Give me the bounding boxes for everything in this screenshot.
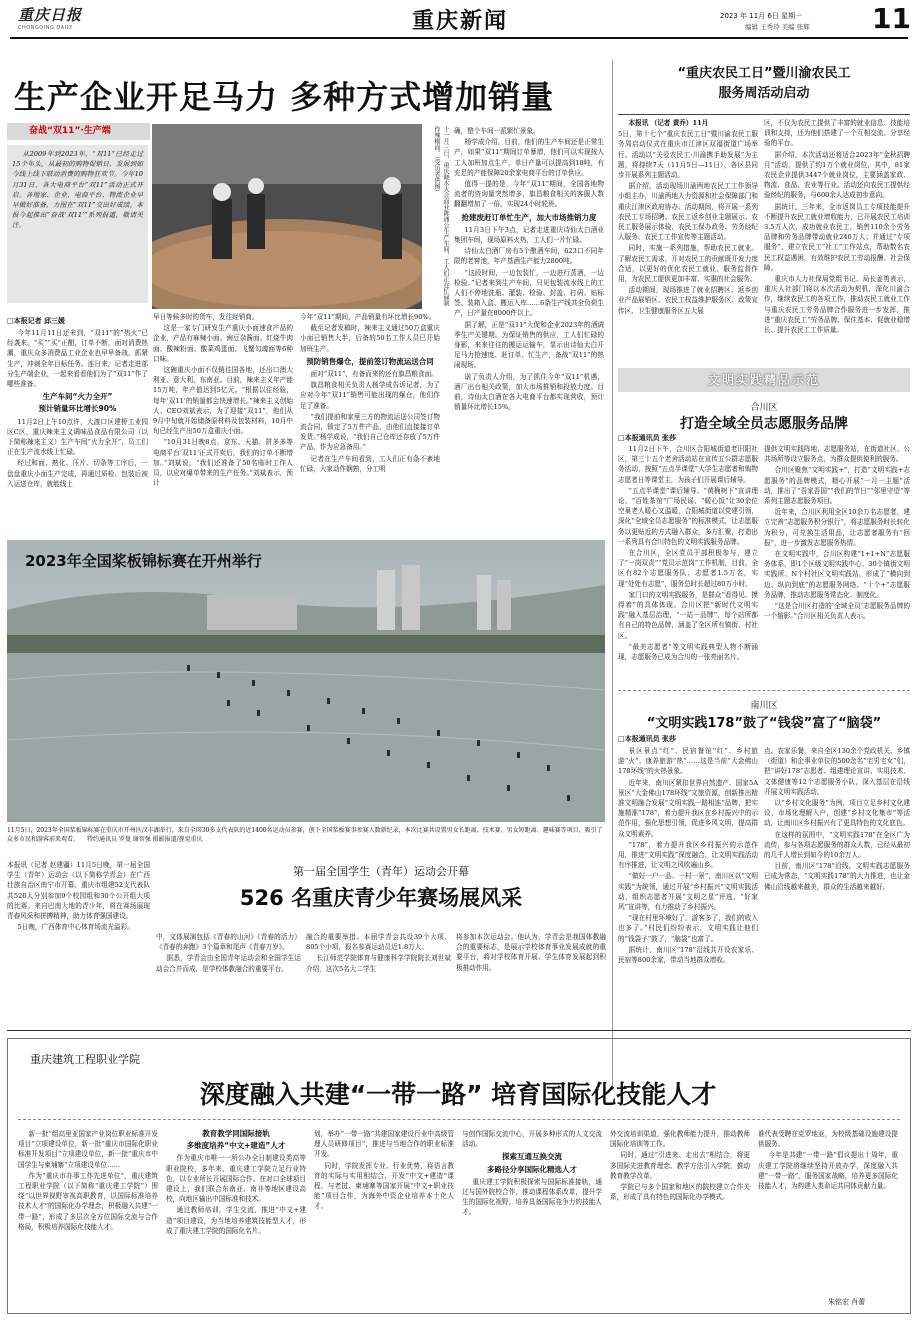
paragraph: 同时，学院发挥专业、行业优势，将语言教育的实际与实用相结合，开发“中文+建造”课程，与老挝、柬埔寨等国家开展“中文+职业技能”项目合作，为海外中资企业培养本土化人才。 (314, 1161, 454, 1211)
date-line: 2023 年 11月 6日 星期一 (720, 12, 803, 20)
students-col4 (456, 932, 606, 1020)
factory-photo (152, 124, 422, 309)
civ-district1: 合川区 (750, 403, 778, 413)
paragraph: 11月3日下午3点，记者走进重庆诗仙太白酒业集团车间，现场原料火热，工人们一片忙碌。 (454, 225, 604, 245)
paddle-headline: 2023年全国桨板锦标赛在开州举行 (25, 552, 262, 570)
banner-title: 文明实践精品示范 (707, 373, 820, 387)
paragraph: 确，整个车间一派繁忙景象。 (454, 127, 540, 135)
college-author: 朱铭宏 肖蕾 (828, 1298, 866, 1306)
civ-col1 (618, 444, 758, 680)
paragraph: 据介绍，本次活动还将适合2023年“金秋招聘月”活动，提供了约1万个就业岗位，其中，81家农民企业提供3447个就业岗位，主要涵盖家政、物流、食品、农业等行业。活动还向农民工提供经验经纪的服务，与600余人达成初步意向。 (764, 150, 910, 200)
column-divider (612, 60, 613, 1090)
paragraph: “178”，着力提升我区乡村振兴的示范作用，推进“文明实践”深度融合，让文明实践活动有序推进，让文明之风吹遍山乡。 (618, 840, 758, 870)
civ-district2: 南川区 (750, 701, 778, 711)
paragraph: 新一批“组高里亚国家产业岗位职业标准开发项目”立项建设单位，新一批“重庆市国际化职业标准开发项目”立项建设单位，新一批“重庆市中国学生与柬埔寨”立项建设单位…… (18, 1130, 158, 1169)
paragraph: 同时，实施一系列措施，帮助农民工就业。了解农民工需求，开对农民工的贡献既开发力度合适，以更好的优化农民工就业、服务监督作用，为农民工提供更加丰富、实惠的社会服务。 (618, 244, 758, 284)
paragraph: “这段时间，一边包装忙，一边进行蒸酒，一边检验。”记者来到生产车间，只见包装流水线上的工人们不停地洗瓶、灌装、检验、封盖、打码、贴标签、装箱入盒、搬运入库……6条生产线共全负荷生产，日产量在8000件以上。 (454, 268, 604, 318)
rural-col1 (618, 118, 758, 358)
paragraph: 在合川区，全区党员干部积极参与，建立了“一岗双责”“党员示范岗”工作机制，目前，全区有82个志愿服务队、志愿者1.5万名，实现“处处有志愿”，服务总时长超过80万小时。 (618, 549, 758, 588)
paragraph: 5日，第十七个“重庆农民工日”暨川渝农民工服务周启动仪式在重庆市江津区双福街道广场举行。活动以“关爱农民工·川渝携手助发展”为主题，将持续7天（11月5日—11日），各区县同步开展系列主题活动。 (618, 130, 758, 180)
subheading: 教育教学同国际接轨 (202, 1129, 270, 1138)
paragraph: 据了解，正是“双11”大促和企业2023年的酒调季生产关键期。为保证销售的供应，工人们忙碌的身影，来来往往的搬运运输车，显示出诗仙太白开足马力抢速度、赶订单、忙生产，备战“双11”的热闹现场。 (454, 320, 604, 370)
paragraph: 学院已与多个国家和地区的院校建立合作关系，形成了具有特色的国际化办学模式。 (610, 1183, 750, 1202)
paragraph: 5日晚，广西体育中心体育场流光溢彩。 (17, 923, 134, 932)
paragraph: “最美志愿者”等文明实践典型人物不断涌现，志愿服务已成为合川的一张亮丽名片。 (618, 642, 758, 662)
paragraph: 今年是共建“一带一路”倡议提出十周年，重庆建工学院将继续坚持开放办学，深度融入共建“一带一路”，服务国家战略，培养更多国际化技能人才，为构建人类命运共同体贡献力量。 (758, 1151, 898, 1191)
paragraph: 面对“双11”，有备而来的还有旗昌粮食面。 (310, 370, 438, 379)
caption-text: 11月5日，2023年全国桨板锦标赛在重庆市开州区汉丰湖举行，来自全国30多支代表队的近1400名运动员参赛，创下全国桨板赛事参赛人数新纪录，本次比赛共设置男女长距离、技术赛、男女短距离、趣味赛等项目，吸引了众多市民和游客前来观看。 (7, 827, 603, 843)
paragraph: 长江师范学院体育与健康科学学院院长刘世斌介绍，这次5名大二学生 (306, 954, 451, 973)
story1-col1 (7, 328, 148, 528)
civ-divider (618, 690, 910, 691)
college-col1 (18, 1129, 158, 1309)
civ-headline1: 打造全域全员志愿服务品牌 (680, 416, 848, 432)
page-number: 11 (872, 2, 911, 35)
college-col5 (610, 1129, 750, 1309)
subheading: 多维度培养“中文+建造”人才 (186, 1141, 286, 1151)
paragraph: 旗昌粮食相关负责人杨学成告诉记者，为了应对今年“双11”销售可能出现的爆仓，他们作足了准备。 (300, 381, 440, 410)
story1-col2 (153, 312, 293, 528)
students-col3 (306, 932, 451, 1020)
paragraph: 经过和面、熟化、压片、切条等工序后，一盘盘重庆小面生产完成，再通过质检、包装后被入运送仓库，就能线上 (7, 459, 148, 488)
college-rule (18, 1119, 900, 1120)
story1-kicker (7, 123, 150, 140)
paragraph: 11月2日下午，合川区合阳城街道老旧阳社区，第三十五个老舍活动站在宣传五公群志愿服务活动，按照“五点半课堂”大学生志愿者和购物志愿者日等课堂主，为孩子们开展课后辅导。 (618, 445, 758, 484)
logo-text: 重庆日报 (18, 6, 83, 24)
intro-text: 从2009年到2023年，“双11”已经走过15个年头，从最初的购物促销日，发展到如今线上线下联动消费的购物狂欢节。今年10月31日，各大电商平台“双11”活动正式开启。各地家、企业、电商平台、物流企业早早做好准备，力图在“双11”交出好成绩。本报今起推出“奋战‘双11’”系列报道，敬请关注。 (12, 150, 143, 230)
paddle-photo (7, 540, 605, 822)
paragraph: 融合的重要举措。本届学青会共设39个大项、805个小项，报名参赛运动员近1.8万人。 (306, 933, 451, 952)
students-headline: 526 名重庆青少年赛场展风采 (239, 886, 523, 910)
civ-byline1: □本报通讯员 张莎 (618, 433, 677, 442)
paragraph: 这是一家专门研发生产重庆小面速食产品的企业，产品有麻辣小面、豌豆杂酱面、红烧牛肉面、酸辣粉面、酸菜鸡蛋面、飞蟹勾魂面等6种口味。 (153, 324, 293, 363)
paragraph: 重庆市人力社保局党组书记、局长姜勇表示，重庆人社部门将以本次活动为契机，深化川渝合作，继续农民工的各项工作，推动农民工就业工作与重庆农民工劳务品牌合作服务进一步发挥，推进“重庆农民工”劳务品牌、保住基本、促就业稳增长、提升农民工工作质量。 (764, 275, 910, 335)
paragraph: “这是合川区打造的‘全域全员’志愿服务品牌的一个缩影。”合川区相关负责人表示。 (764, 602, 910, 621)
paragraph: 作为重庆市唯一一所公办全日制建设类高等职业院校，多年来，重庆建工学院立足行业特色，以专业所长开展国际合作。在对口全球项目建设上，我们联合东南亚、南非等地区建设高校，向地区输出中国标准和技术。 (166, 1154, 306, 1204)
paragraph: 在文明实践中，合川区构建“1+1+N”志愿服务体系，即1个区级文明实践中心、30个镇街文明实践所、N个村社区文明实践站，形成了“横向到边、纵向到底”的志愿服务网络。“十个+”志愿服务品牌，推动志愿服务常态化、制度化。 (764, 550, 910, 599)
byline: 本报讯 （记者 黄乔）11月 (628, 119, 709, 127)
logo-subtitle: CHONGQING DAILY (18, 25, 73, 31)
paragraph: 诗仙太白酒厂房有5个酿酒车间，623口不同年限的老窖池，年产基酒生产能力2800吨。 (454, 247, 604, 266)
paragraph: 同时，通过“引进来、走出去”相结合，将更多国际先进教育理念、教学方法引入学院，推动教育教学改革。 (610, 1151, 750, 1180)
college-headline: 深度融入共建“一带一路” 培育国际化技能人才 (199, 1080, 717, 1109)
photo-credit: 特约通讯员 罗曼 谢智强 摄影报道/视觉重庆 (86, 836, 203, 843)
paragraph: 划，举办“一带一路”共建国家建设行业中高级管理人员研修项目”，推进与当地合作的职业标准开发。 (314, 1130, 454, 1159)
paragraph: 诺了负责人介绍，为了抓住今年“双11”机遇，酒厂出台相关政策，加大市场推销和投放力度。目前，诗仙太白酒在各大电商平台都实现营收，预计销量环比增长15%。 (454, 372, 604, 412)
rural-headline (618, 64, 910, 104)
rural-rule (618, 114, 910, 115)
college-box (7, 1038, 911, 1314)
story1-col3 (300, 312, 440, 528)
college-col4 (462, 1129, 602, 1309)
factory-photo-image (152, 124, 422, 309)
paragraph: 提供文明实践阵地、志愿服务站，在街道社区、公共场所等设立服务点，为群众提供便利的服务。 (764, 445, 910, 464)
college-col2 (166, 1129, 306, 1309)
paragraph: 据统计，南川区“178”沿线共开设农家乐、民宿等800余家，带动当地群众增收。 (618, 945, 758, 965)
masthead-rule (10, 37, 908, 39)
kicker-label: 奋战“双11”·生产端 (29, 126, 111, 136)
rural-col2 (764, 118, 910, 358)
paragraph: 家门口的文明实践服务，是群众“看得见、摸得着”的具体体现。合川区把“新时代文明实践”融入基层治理，“一站一品牌”，每个站所都有自己的特色品牌，涵盖了全区所有镇街、村社区。 (618, 590, 758, 640)
section-title: 重庆新闻 (411, 8, 508, 34)
story1-headline: 生产企业开足马力 多种方式增加销量 (14, 78, 555, 116)
paragraph: 作为“重庆市办事工作先进单位”，重庆建筑工程职业学院（以下简称“重庆建工学院”）围绕“以世界视野审视高职教育，以国际标准培养技术人才”的国际化办学理念，积极融入共建“一带一路”，形成了多层次全方位国际交流与合作格局，积极培养国际化技能人才。 (18, 1171, 158, 1231)
subheading: 抢建废赶订单忙生产，加大市场推销力度 (461, 212, 597, 222)
paddle-caption (7, 826, 605, 856)
civ-col2 (764, 444, 910, 680)
paragraph: 以“乡村文化服务”为例，项目立足乡村文化建设，市场化理解入户，创建“乡村文化集市”等活动，让南川区乡村振兴有了更具特色的文化底色。 (764, 799, 910, 828)
paragraph: 11月2日上午10点许，大渡口区建桥工业园区C区，重庆辣来主义调味品食品有限公司（以下简称辣来主义）生产车间“火力全开”，员工们正在生产流水线上忙碌。 (7, 417, 148, 457)
students-col1 (7, 860, 150, 1020)
paragraph: 合川区聚焦“文明实践+”，打造“文明实践+志愿服务”的品牌模式，精心开展“一月一主题”活动，推出了“吾家吾国”“我们的节日”“邻里守望”等系列主题志愿服务项目。 (764, 466, 910, 506)
paddle-photo-image (7, 540, 605, 822)
photo-caption: 十一月三日，重庆晓水大合面业陈通公生产车间，工人们正在忙碌制作辣椒面。（受访者供图） (433, 126, 449, 306)
paragraph: 活动期间，现场推进了就业招聘区、返乡创业产品展销区、农民工权益维护服务区、政策宣传区、卫生健康服务区五大展 (618, 286, 758, 315)
paragraph: 景区景点“红”、民宿餐馆“红”、乡村旅游“火”、康养旅游“热”……这是当前“大金佛山178环线”的火热景象。 (618, 747, 758, 776)
headline-line: “重庆农民工日”暨川渝农民工 (677, 66, 851, 81)
paragraph: 在这样的氛围中，“文明实践178”在全区广为流传，参与各项志愿服务的群众人数，已经从最初的几千人增长到如今的10余万人。 (764, 830, 910, 860)
newspaper-logo (18, 4, 128, 31)
paragraph: 今年“双11”期间，产品销量有环比增长90%。 (300, 313, 436, 321)
subheading: 预计销量环比增长90% (38, 404, 117, 414)
paragraph: 重庆建工学院积极探索与国际标准接轨，通过与国外院校合作，推动课程体系改革，提升学生的国际化视野，培养具备国际竞争力的技能人才。 (462, 1177, 602, 1217)
paragraph: “现在村里环境好了，游客多了，我们的收入也多了。”村民们纷纷表示，文明实践让他们的“钱袋子”鼓了，“脑袋”也富了。 (618, 914, 758, 943)
paragraph: 据介绍，活动现场川渝两地农民工工作领导小组主办，川渝两地人力资源和社会保障部门和重庆江津区政府协办。活动期间，将开展一系列农民工专场招聘、农民工返乡创业主题展示、农民工服务展示体验、农民工保办政务、劳务经纪人服务、农民工工作宣传等主题活动。 (618, 182, 758, 242)
paragraph: 点、农家乐餐，来自全区130余个党政机关、乡镇（街道）和企事业单位的500余名“宅男宅女”们，把“讲好178”志愿者、组建理论宣讲、实用技术、文体健康等12个志愿服务小队，深入基层在沿线开展文明实践活动。 (764, 747, 910, 796)
subheading: 预防销售爆仓，提前签订物流运送合同 (306, 356, 434, 366)
paragraph: “我们提前和家里三方的物流运送公司签订物流合同，锁定了5万件产品，由他们直接接订单发货。”杨学成说，“我们自己仓库还存放了5万件产品，作为应急备用。” (300, 412, 440, 452)
paragraph: 本报讯（记者 赵建疆）11月5日晚，第一届全国学生（青年）运动会（以下简称学青会）在广西壮族自治区南宁市开幕。重庆市组建52支代表队共526人分别参加9个校园组和30个公开组大项的比赛。来自巴南大地的青少年，将在赛场展现青春风采和拼搏精神，助力体育强国建设。 (7, 861, 150, 921)
college-col6 (758, 1129, 898, 1297)
paragraph: “五点半课堂”课后辅导、“黄桷树下”宣讲理论、“百姓茶馆”广场民谣、“暖心饭”让30余位空巢老人暖心又温暖，合阳城街道以党建引领，深化“全域全员志愿服务”的标准模式，让志愿服务以更贴近的方式融入群众，多方汇聚，打造出一系列具有合川特色的文明实践服务品牌。 (618, 486, 758, 546)
college-col3 (314, 1129, 454, 1309)
college-school: 重庆建筑工程职业学院 (30, 1053, 140, 1066)
subheading: 探索互通互换交流 (502, 1152, 562, 1162)
paragraph: 区，不仅为农民工提供了丰富的就业信息、技能培训和支持，还为他们搭建了一个互相交流、分享经验的平台。 (764, 119, 910, 148)
civ-byline2: □本报通讯员 张莎 (618, 734, 677, 743)
paragraph: 外交流培训渠道，强化教师能力提升，推动教师国际化培训等工作。 (610, 1130, 750, 1149)
paragraph: 通过教师培训，学生交流，推进“中文+建造”项目建设，为当地培养建筑技能型人才，形成了重庆建工学院的国际化名片。 (166, 1206, 306, 1235)
students-col2 (156, 932, 301, 1020)
paragraph: 目前，南川区“178”沿线，文明实践志愿服务已成为常态，“文明实践178”的大力推进，也让金佛山沿线越来越美，群众的生活越来越好。 (764, 862, 910, 891)
story1-byline: □本报记者 邱三媛 (7, 316, 66, 325)
civ-col4 (764, 746, 910, 1086)
subheading: 生产车间“火力全开” (42, 392, 113, 402)
civ-col3 (618, 746, 758, 1086)
subheading: 多路径分享国际化精选人才 (487, 1164, 577, 1174)
paragraph: 早日等候多时的货车，发往经销商。 (153, 313, 259, 321)
paragraph: 记者在生产车间看到，工人们正有条不紊地忙碌，大家动作娴熟，分工明 (300, 454, 440, 473)
paragraph: 杨学成介绍，目前，他们的生产车间还是正常生产，如果“双11”期间订单暴增，他们可以实现按人工人加班加点生产，单日产量可以提高到18吨，有充足的产能保障20余家电商平台的订单供应。 (454, 138, 604, 177)
paragraph: 与创作国际交流中心，开展多种形式的人文交流活动。 (462, 1130, 602, 1149)
paragraph: 截至记者发稿时，辣来主义通过50万盒重庆小面已销售大半，后备的50名工作人员已开始加班生产。 (300, 324, 440, 353)
paragraph: 今年11月11日还未到，“双11”的“热火”已经袭来。“买”“买”正酣，订单不断，面对消费热潮，重庆众多消费品工业企业也早早备战，抓紧生产，冲刺全年目标任务。连日来，记者走进部分生产端企业，一起来看看他们为了“双11”作了哪些准备。 (7, 329, 148, 389)
paragraph: 中，文体展演包括《青春的山河》《青春的活力》《青春的奔跑》3个篇章和尾声《青春万岁》。 (156, 933, 301, 952)
civ-banner (618, 368, 910, 392)
paragraph: 值得一提的是，今年“双11”期间，全国各地物流者的咨询量突然增多，旗昌粮食相关的客服人数翻翻增加了一倍，实现24小时轮班。 (454, 180, 604, 209)
college-top-rule (7, 1030, 911, 1031)
headline-line: 服务周活动启动 (718, 86, 810, 101)
students-kicker: 第一届全国学生（青年）运动会开幕 (293, 865, 469, 878)
editors-line: 编辑 王秀玲 美编 张辉 (745, 23, 810, 31)
paragraph: 谁代表受聘在克罗地亚，为校级基础设施建设提供服务。 (758, 1130, 898, 1149)
paragraph: 近年来，合川区利用全区10余万名志愿者，建立完善“志愿服务积分银行”，将志愿服务时长转化为积分，可兑换生活用品，让志愿者服务有“回报”，进一步激发志愿服务热情。 (764, 508, 910, 547)
story1-col4 (454, 126, 604, 528)
civ-headline2: “文明实践178”鼓了“钱袋”富了“脑袋” (646, 716, 882, 731)
paragraph: 这碗重庆小面不仅销往国各地，还出口澳大利亚、意大利、东南亚。目前，辣来主义年产能15万吨，年产值达到5亿元。“根据以往经验，每年‘双11’的销量都会快速增长。”辣来主义创始人、CEO刘斌表示，为了迎接“双11”，他们从9月中旬就开始储备原材料及包装材料，10月中旬已经生产出50万盒重庆小面。 (153, 366, 293, 436)
paragraph: 据悉，学青会由全国青年运动会和全国学生运动会合并而成，是学校体教融合的重要平台。 (156, 954, 301, 973)
paragraph: “10月31日晚8点，京东、天猫、拼多多等电商平台‘双11’正式开卖后，我们的订单不断增加。”刘斌说，“我们还准备了50名临时工作人员，以应对爆单带来的生产任务。”刘斌表示，预计 (153, 438, 293, 488)
paragraph: 据统计，三年来，全市返岗员工专项技能提升不断提升农民工就业增收能力，已开展农民工培训3.5万人次，成功就业农民工，销售110余个劳务品牌和劳务品牌带动就业240万人；并通过“专项服务”，建立农民工“社工”工作站点，帮助数名农民工权益遇困，有效维护农民工劳动报酬、社会保障。 (764, 202, 910, 272)
story1-intro (7, 145, 148, 303)
paragraph: “做好一户一品、一村一景”，南川区以“文明实践”为统领，通过开展“乡村振兴”文明实践活动，组织志愿者开展“文明之星”评选、“好家风”宣讲等，有力推动了乡村振兴。 (618, 872, 758, 912)
paragraph: 将参加本次运动会。他认为，学青会是我国体教融合的重要标志，是展示学校体育事业发展成就的重要平台，将对学校体育开展、学生体育发展起到积极推动作用。 (456, 933, 606, 972)
masthead (0, 0, 918, 40)
paragraph: 近年来，南川区紧扣世界自然遗产、国家5A景区“大金佛山178环线”文旅资源，创新推出精准文明融合发展“文明实践一路相连”品牌，把实施精准“178”，着力提升我区在乡村振兴中的示范作用，强化思想引领，促进乡风文明，提高群众文明素养。 (618, 778, 758, 838)
